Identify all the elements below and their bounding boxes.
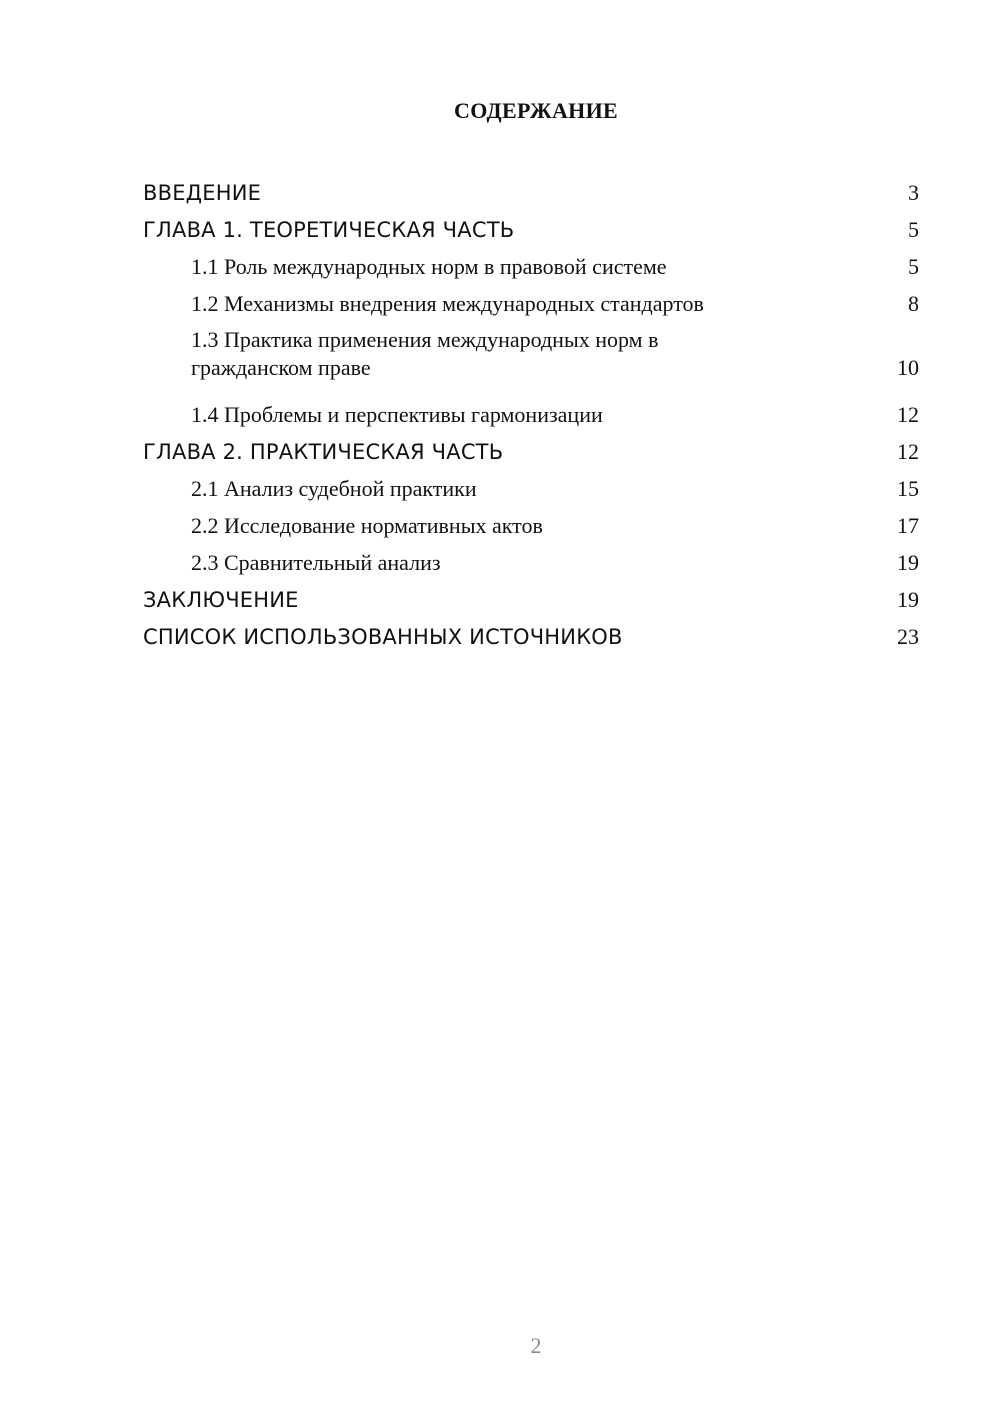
toc-entry-page: 17 [897, 513, 919, 538]
toc-entry-section-2-3[interactable] [143, 540, 919, 577]
toc-entry-label: 1.3 Практика применения международных норм в гражданском праве [191, 327, 659, 380]
toc-entry-label: 2.3 Сравнительный анализ [191, 550, 441, 575]
toc-entry-label: ГЛАВА 1. ТЕОРЕТИЧЕСКАЯ ЧАСТЬ [143, 218, 515, 242]
toc-entry-label: 1.1 Роль международных норм в правовой системе [191, 254, 667, 279]
toc-entry-page: 5 [908, 254, 919, 279]
toc-entry-page: 19 [897, 587, 919, 612]
toc-entry-page: 23 [897, 624, 919, 649]
toc-entry-page: 10 [897, 355, 919, 380]
toc-entry-section-1-1[interactable] [143, 244, 919, 281]
toc-entry-section-1-2[interactable] [143, 281, 919, 318]
toc-entry-section-2-1[interactable] [143, 466, 919, 503]
toc-entry-label: ВВЕДЕНИЕ [143, 181, 262, 205]
toc-entry-chapter-1[interactable] [143, 207, 919, 244]
toc-entry-references[interactable] [143, 614, 919, 651]
toc-entry-page: 12 [897, 402, 919, 427]
toc-entry-label: 1.2 Механизмы внедрения международных стандартов [191, 291, 704, 316]
toc-entry-label: ЗАКЛЮЧЕНИЕ [143, 588, 299, 612]
toc-entry-page: 5 [908, 217, 919, 242]
toc-entry-page: 15 [897, 476, 919, 501]
page-title: СОДЕРЖАНИЕ [454, 98, 618, 123]
toc-entry-label: 1.4 Проблемы и перспективы гармонизации [191, 402, 603, 427]
toc-entry-page: 12 [897, 439, 919, 464]
toc-entry-section-1-4[interactable] [143, 392, 919, 429]
toc-entry-introduction[interactable] [143, 170, 919, 207]
toc-entry-label: 2.1 Анализ судебной практики [191, 476, 477, 501]
toc-entry-chapter-2[interactable] [143, 429, 919, 466]
toc-entry-label: 2.2 Исследование нормативных актов [191, 513, 543, 538]
toc-entry-section-2-2[interactable] [143, 503, 919, 540]
table-of-contents [143, 170, 919, 651]
toc-entry-page: 3 [908, 180, 919, 205]
toc-entry-page: 19 [897, 550, 919, 575]
toc-entry-conclusion[interactable] [143, 577, 919, 614]
page-number: 2 [530, 1333, 542, 1358]
toc-entry-section-1-3[interactable] [143, 318, 919, 382]
toc-entry-page: 8 [908, 291, 919, 316]
toc-entry-label: СПИСОК ИСПОЛЬЗОВАННЫХ ИСТОЧНИКОВ [143, 625, 623, 649]
toc-entry-label: ГЛАВА 2. ПРАКТИЧЕСКАЯ ЧАСТЬ [143, 440, 504, 464]
